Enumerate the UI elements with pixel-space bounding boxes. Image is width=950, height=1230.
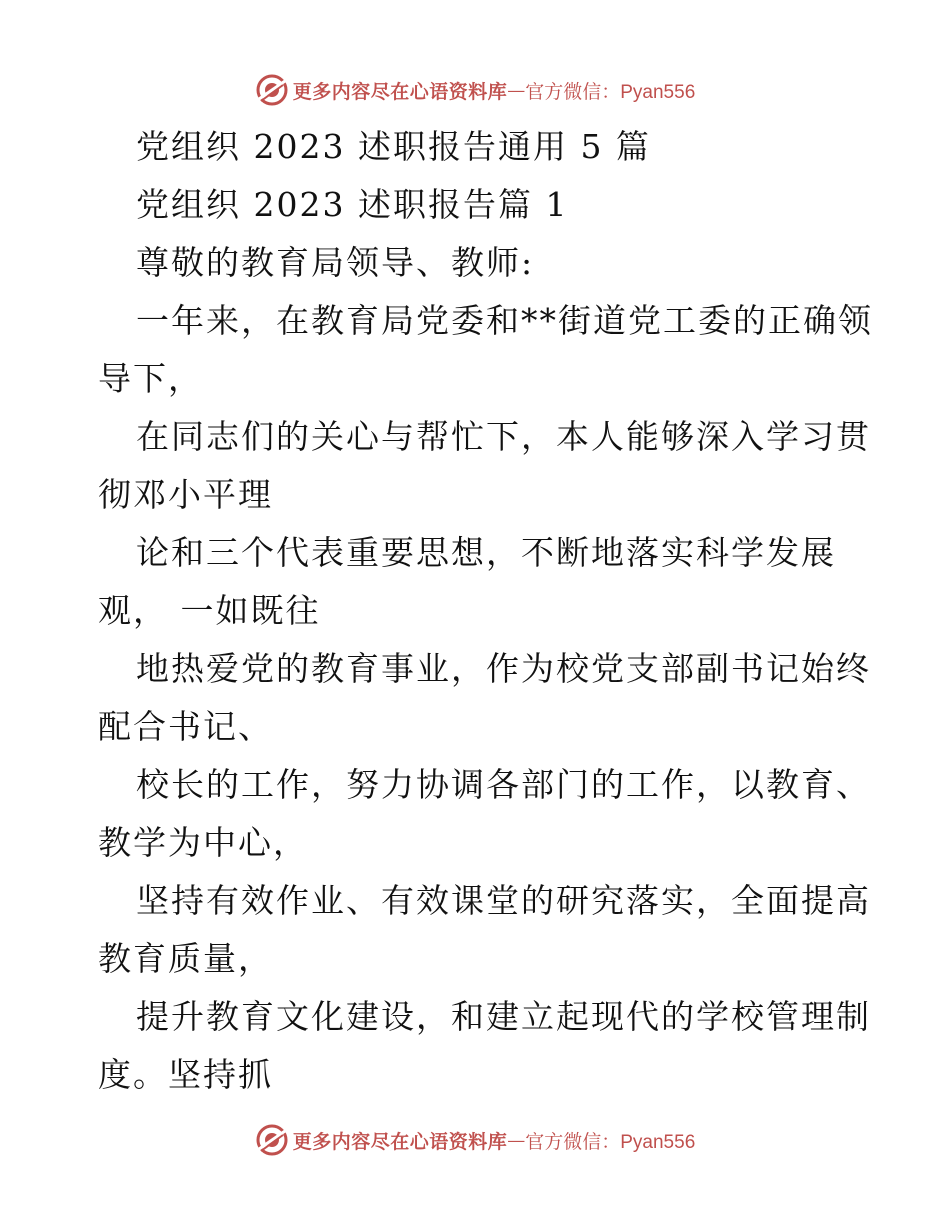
text-line: 党组织 2023 述职报告通用 5 篇 [136, 127, 651, 166]
text-line: 观， 一如既往 [98, 591, 321, 630]
text-line: 在同志们的关心与帮忙下，本人能够深入学习贯 [136, 417, 871, 456]
text-line: 彻邓小平理 [98, 475, 273, 514]
document-body [98, 118, 873, 1104]
text-line: 坚持有效作业、有效课堂的研究落实，全面提高 [136, 881, 871, 920]
footer-banner [0, 1120, 950, 1160]
text-line: 一年来，在教育局党委和**街道党工委的正确领 [136, 301, 873, 340]
text-line: 教育质量， [98, 939, 273, 978]
text-line: 论和三个代表重要思想，不断地落实科学发展 [136, 533, 836, 572]
banner-separator: — [507, 1129, 526, 1151]
wechat-handle: 官方微信：Pyan556 [525, 1131, 696, 1153]
banner-separator: — [507, 79, 526, 101]
brand-name: 更多内容尽在心语资料库 [292, 80, 508, 103]
header-banner [0, 70, 950, 110]
text-line: 党组织 2023 述职报告篇 1 [136, 185, 569, 224]
text-line: 配合书记、 [98, 707, 273, 746]
text-line: 校长的工作，努力协调各部门的工作，以教育、 [136, 765, 871, 804]
text-line: 尊敬的教育局领导、教师: [136, 243, 535, 282]
text-line: 地热爱党的教育事业，作为校党支部副书记始终 [136, 649, 871, 688]
brand-name: 更多内容尽在心语资料库 [292, 1130, 508, 1153]
text-line: 导下， [98, 359, 203, 398]
text-line: 教学为中心， [98, 823, 308, 862]
brand-logo-icon [255, 1123, 289, 1157]
text-line: 提升教育文化建设，和建立起现代的学校管理制 [136, 997, 871, 1036]
wechat-handle: 官方微信：Pyan556 [525, 81, 696, 103]
text-line: 度。坚持抓 [98, 1055, 273, 1094]
brand-logo-icon [255, 73, 289, 107]
